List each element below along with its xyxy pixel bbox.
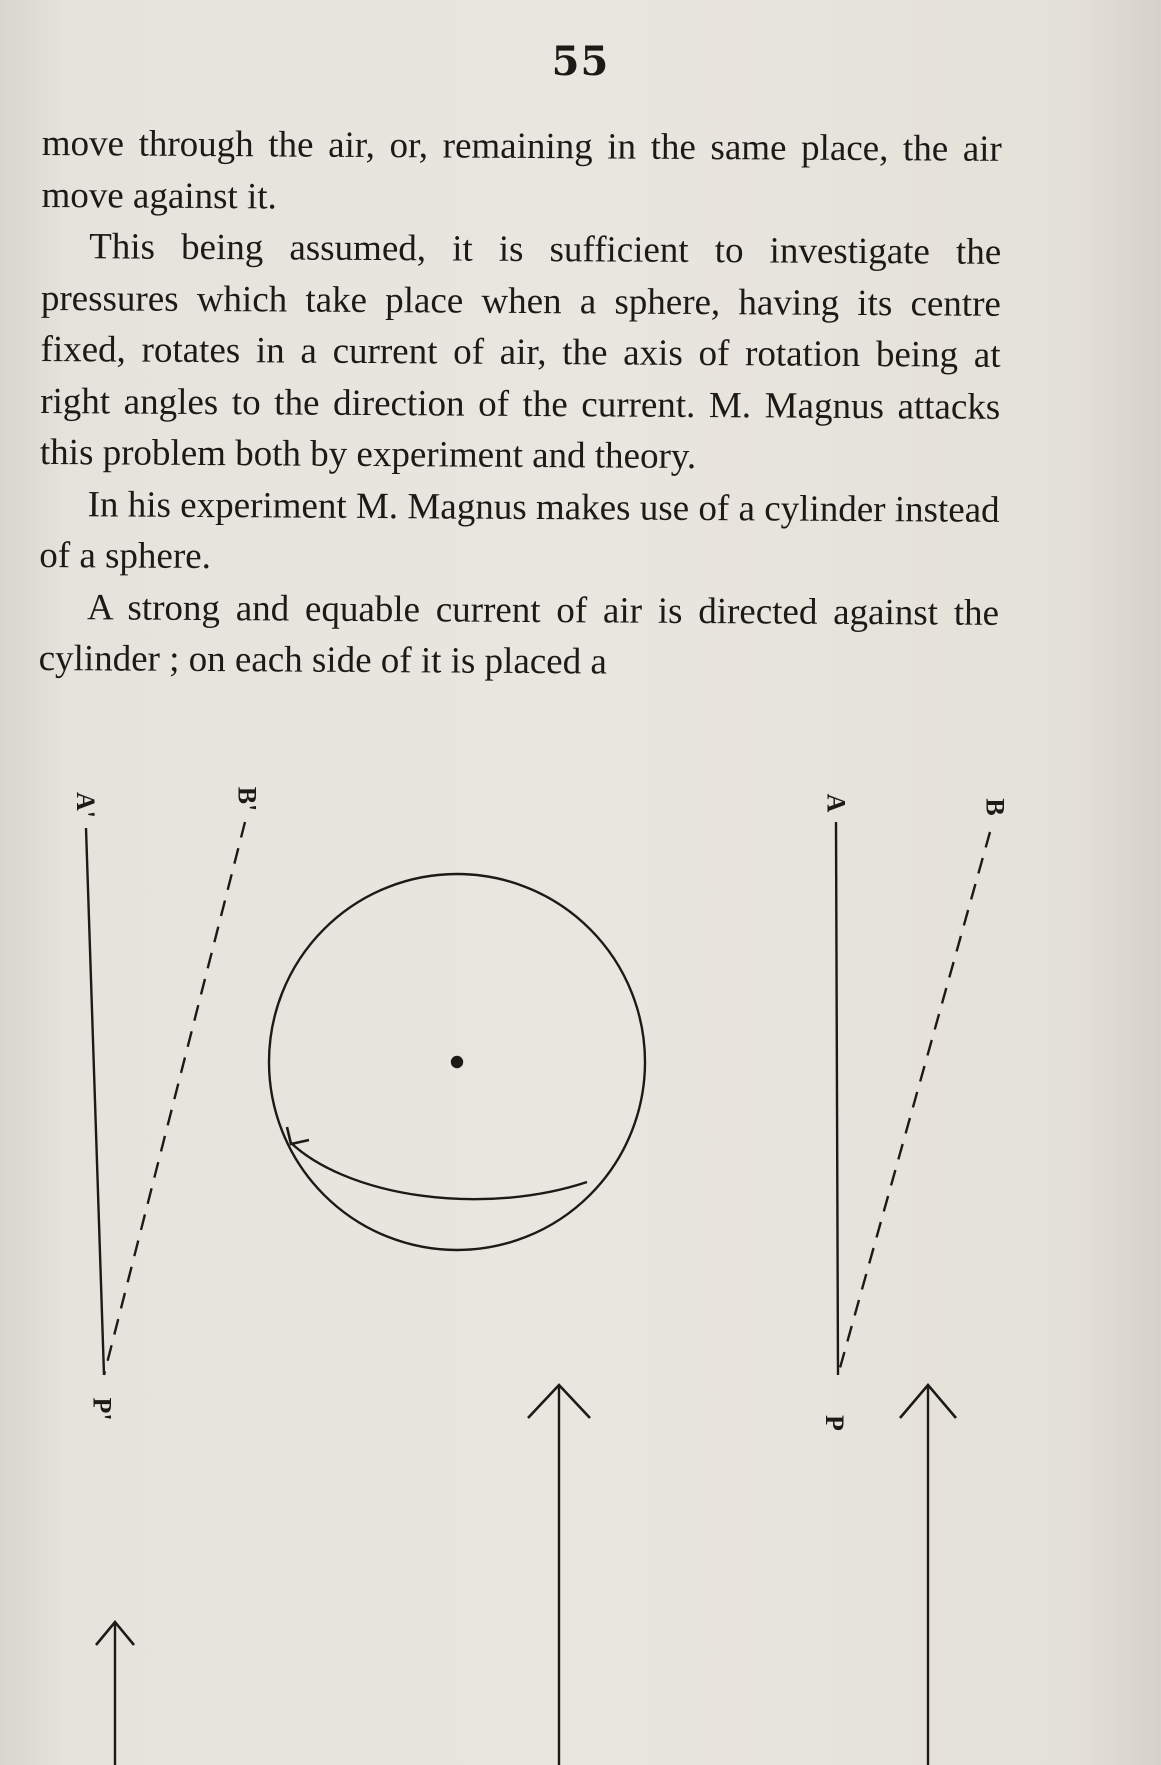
- rotation-arc: [290, 1142, 587, 1199]
- label-left-a: A': [71, 792, 100, 818]
- magnus-effect-figure: [0, 770, 1161, 1765]
- paragraph: move through the air, or, remaining in the same place, the air move against it.: [41, 122, 1002, 217]
- paragraph: In his experiment M. Magnus makes use of a cylinder instead of a sphere.: [39, 483, 1000, 578]
- body-text: [39, 118, 1002, 690]
- left-line-b: [104, 822, 245, 1375]
- left-line-a: [86, 828, 104, 1375]
- paragraph: This being assumed, it is sufficient to investigate the pressures which take place when a sphere, having its centre fixed, rotates in a current of air, the axis of rotation being at right angles to the direction of the current. M. Magnus attacks this problem both by experiment and theory.: [39, 226, 1002, 478]
- right-line-a: [836, 822, 838, 1375]
- cylinder-centre: [452, 1057, 462, 1067]
- page-number: 55: [551, 38, 610, 85]
- label-right-p: P: [819, 1415, 849, 1431]
- figure-drawing: [0, 770, 1161, 1765]
- label-left-b: B': [232, 786, 262, 812]
- paragraph: A strong and equable current of air is directed against the cylinder ; on each side of it is placed a: [38, 586, 1000, 683]
- rotation-arrow-icon: [287, 1127, 309, 1144]
- label-right-a: A: [821, 793, 851, 813]
- right-line-b: [838, 832, 990, 1375]
- label-right-b: B: [980, 798, 1010, 816]
- label-left-p: P': [87, 1397, 117, 1421]
